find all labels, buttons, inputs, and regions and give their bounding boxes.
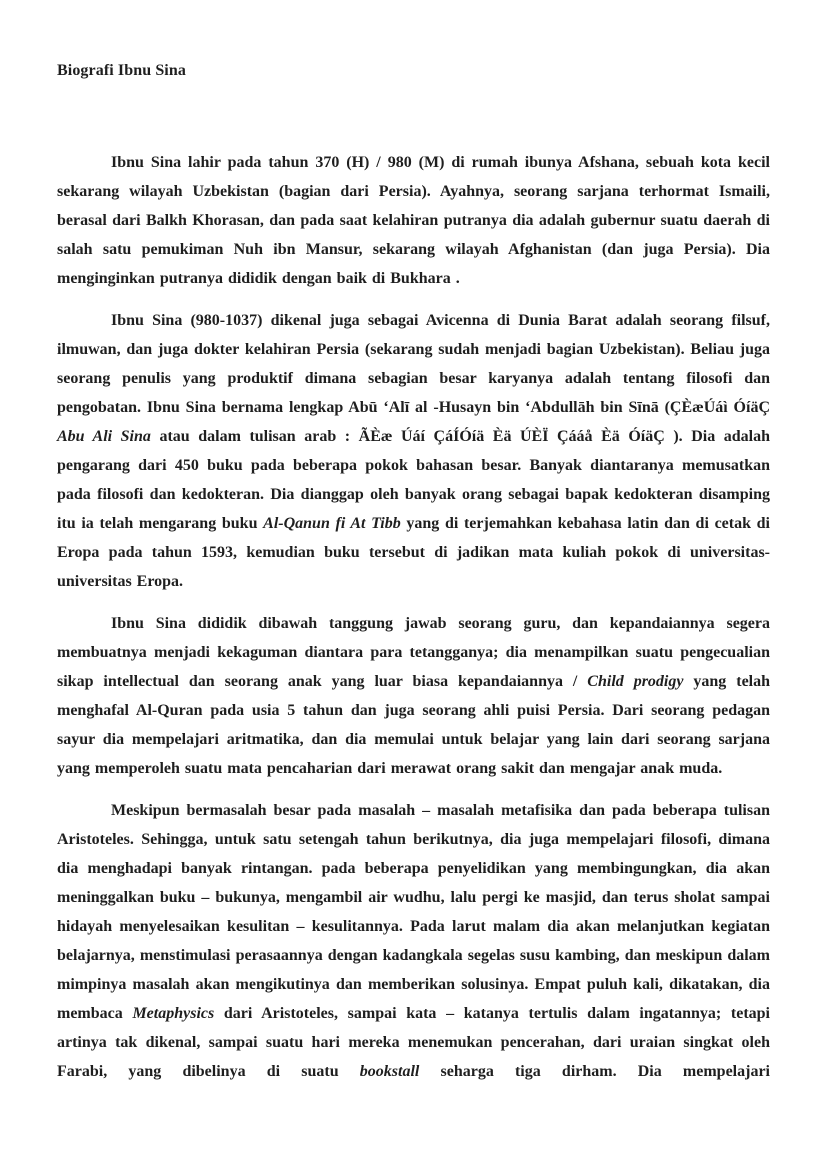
text-run: Ibnu Sina dididik dibawah tanggung jawab seorang guru, dan kepandaiannya segera membuatnya menjadi kekaguman diantara para tetangganya; dia menampilkan suatu pengecualian sikap intellectual dan seorang anak yang luar biasa kepandaiannya / xyxy=(57,615,770,690)
document-body xyxy=(57,148,770,1086)
italic-text-run: Child prodigy xyxy=(587,673,684,690)
paragraph xyxy=(57,148,770,293)
text-run: Ibnu Sina (980-1037) dikenal juga sebagai Avicenna di Dunia Barat adalah seorang filsuf, ilmuwan, dan juga dokter kelahiran Persia (sekarang sudah menjadi bagian Uzbekistan). Beliau juga seorang penulis yang produktif dimana sebagian besar karyanya adalah tentang filosofi dan pengobatan. Ibnu Sina bernama lengkap Abū ‘Alī al -Husayn bin ‘Abdullāh bin Sīnā (ÇÈæÚáì ÓíäÇ xyxy=(57,312,770,416)
italic-text-run: Abu Ali Sina xyxy=(57,428,151,445)
paragraph xyxy=(57,609,770,783)
italic-text-run: Metaphysics xyxy=(132,1005,215,1022)
text-run: Ibnu Sina lahir pada tahun 370 (H) / 980 (M) di rumah ibunya Afshana, sebuah kota kecil sekarang wilayah Uzbekistan (bagian dari Persia). Ayahnya, seorang sarjana terhormat Ismaili, berasal dari Balkh Khorasan, dan pada saat kelahiran putranya dia adalah gubernur suatu daerah di salah satu pemukiman Nuh ibn Mansur, sekarang wilayah Afghanistan (dan juga Persia). Dia menginginkan putranya dididik dengan baik di Bukhara . xyxy=(57,154,770,287)
text-run: yang di terjemahkan kebahasa latin dan di cetak di Eropa pada tahun 1593, kemudian buku tersebut di jadikan mata kuliah pokok di universitas-universitas Eropa. xyxy=(57,515,771,590)
paragraph xyxy=(57,306,770,596)
paragraph xyxy=(57,796,770,1086)
text-run: seharga tiga dirham. Dia mempelajari xyxy=(419,1063,770,1080)
document-title: Biografi Ibnu Sina xyxy=(57,62,186,79)
text-run: atau dalam tulisan arab : ÃÈæ Úáí ÇáÍÓíä Èä ÚÈÏ Çááå Èä ÓíäÇ ). Dia adalah pengarang dari 450 buku pada beberapa pokok bahasan besar. Banyak diantaranya memusatkan pada filosofi dan kedokteran. Dia dianggap oleh banyak orang sebagai bapak kedokteran disamping itu ia telah mengarang buku xyxy=(57,428,770,532)
italic-text-run: bookstall xyxy=(359,1063,420,1080)
text-run: dari Aristoteles, sampai kata – katanya tertulis dalam ingatannya; tetapi artinya tak dikenal, sampai suatu hari mereka menemukan pencerahan, dari uraian singkat oleh Farabi, yang dibelinya di suatu xyxy=(57,1005,770,1080)
text-run: Meskipun bermasalah besar pada masalah – masalah metafisika dan pada beberapa tulisan Aristoteles. Sehingga, untuk satu setengah tahun berikutnya, dia juga mempelajari filosofi, dimana dia menghadapi banyak rintangan. pada beberapa penyelidikan yang membingungkan, dia akan meninggalkan buku – bukunya, mengambil air wudhu, lalu pergi ke masjid, dan terus sholat sampai hidayah menyelesaikan kesulitan – kesulitannya. Pada larut malam dia akan melanjutkan kegiatan belajarnya, menstimulasi perasaannya dengan kadangkala segelas susu kambing, dan meskipun dalam mimpinya masalah akan mengikutinya dan memberikan solusinya. Empat puluh kali, dikatakan, dia membaca xyxy=(57,802,770,1022)
text-run: yang telah menghafal Al-Quran pada usia 5 tahun dan juga seorang ahli puisi Persia. Dari seorang pedagan sayur dia mempelajari aritmatika, dan dia memulai untuk belajar yang lain dari seorang sarjana yang memperoleh suatu mata pencaharian dari merawat orang sakit dan mengajar anak muda. xyxy=(57,673,771,777)
italic-text-run: Al-Qanun fi At Tibb xyxy=(263,515,401,532)
